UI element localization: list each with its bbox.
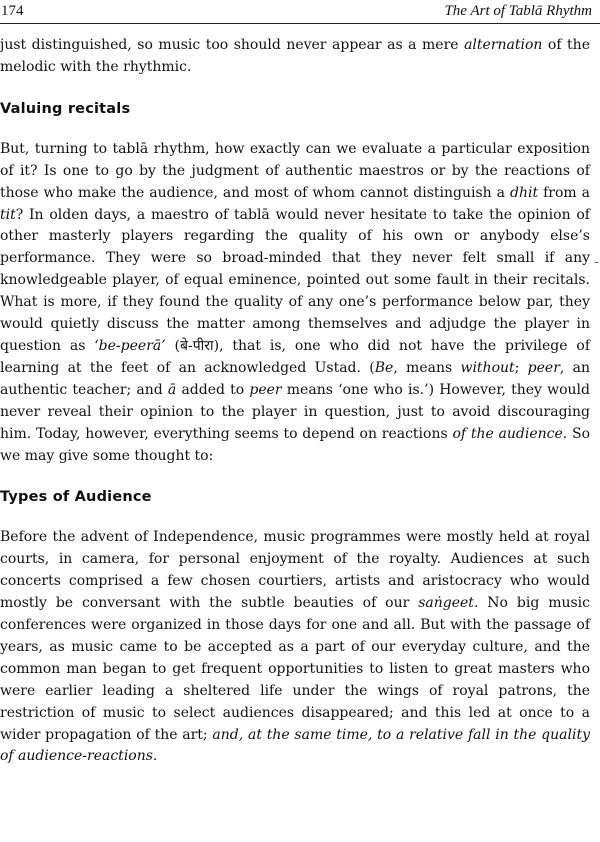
paragraph-continued: just distinguished, so music too should never appear as a mere alternation of the melodic with the rhythmic. [0, 37, 590, 75]
paragraph-types-of-audience: Before the advent of Independence, music programmes were mostly held at royal courts, in camera, for personal enjoyment of the royalty. Audiences at such concerts comprised a few chosen courtiers, artists and aristocracy who would mostly be conversant with the subtle beauties of our saṅgeet. No big music conferences were organized in those days for one and all. But with the passage of years, as music came to be accepted as a part of our everyday culture, and the common man began to get frequent opportunities to listen to great masters who were earlier leading a sheltered life under the wings of royal patrons, the restriction of music to select audiences disappeared; and this led at once to a wider propagation of the art; and, at the same time, to a relative fall in the quality of audience-reactions. [0, 529, 590, 765]
page-body [0, 35, 590, 768]
running-title: The Art of Tablā Rhythm [444, 3, 592, 19]
page-number: 174 [1, 3, 24, 19]
page-header [0, 3, 600, 23]
margin-mark [595, 262, 598, 263]
paragraph-valuing-recitals: But, turning to tablā rhythm, how exactly can we evaluate a particular exposition of it? Is one to go by the judgment of authentic maestros or by the reactions of those who make the audience, and most of whom cannot distinguish a dhit from a tit? In olden days, a maestro of tablā would never hesitate to take the opinion of other masterly players regarding the quality of his own or anybody else’s performance. They were so broad-minded that they never felt small if any knowledgeable player, of equal eminence, pointed out some fault in their recitals. What is more, if they found the quality of any one’s performance below par, they would quietly discuss the matter among themselves and adjudge the player in question as ‘be-peerā’ (बे-पीरा), that is, one who did not have the privilege of learning at the feet of an acknowledged Ustad. (Be, means without; peer, an authentic teacher; and ā added to peer means ‘one who is.’) However, they would never reveal their opinion to the player in question, just to avoid discouraging him. Today, however, everything seems to depend on reactions of the audience. So we may give some thought to: [0, 140, 591, 464]
section-heading-valuing-recitals: Valuing recitals [0, 100, 131, 117]
section-heading-types-of-audience: Types of Audience [0, 489, 152, 506]
header-rule [0, 23, 600, 24]
